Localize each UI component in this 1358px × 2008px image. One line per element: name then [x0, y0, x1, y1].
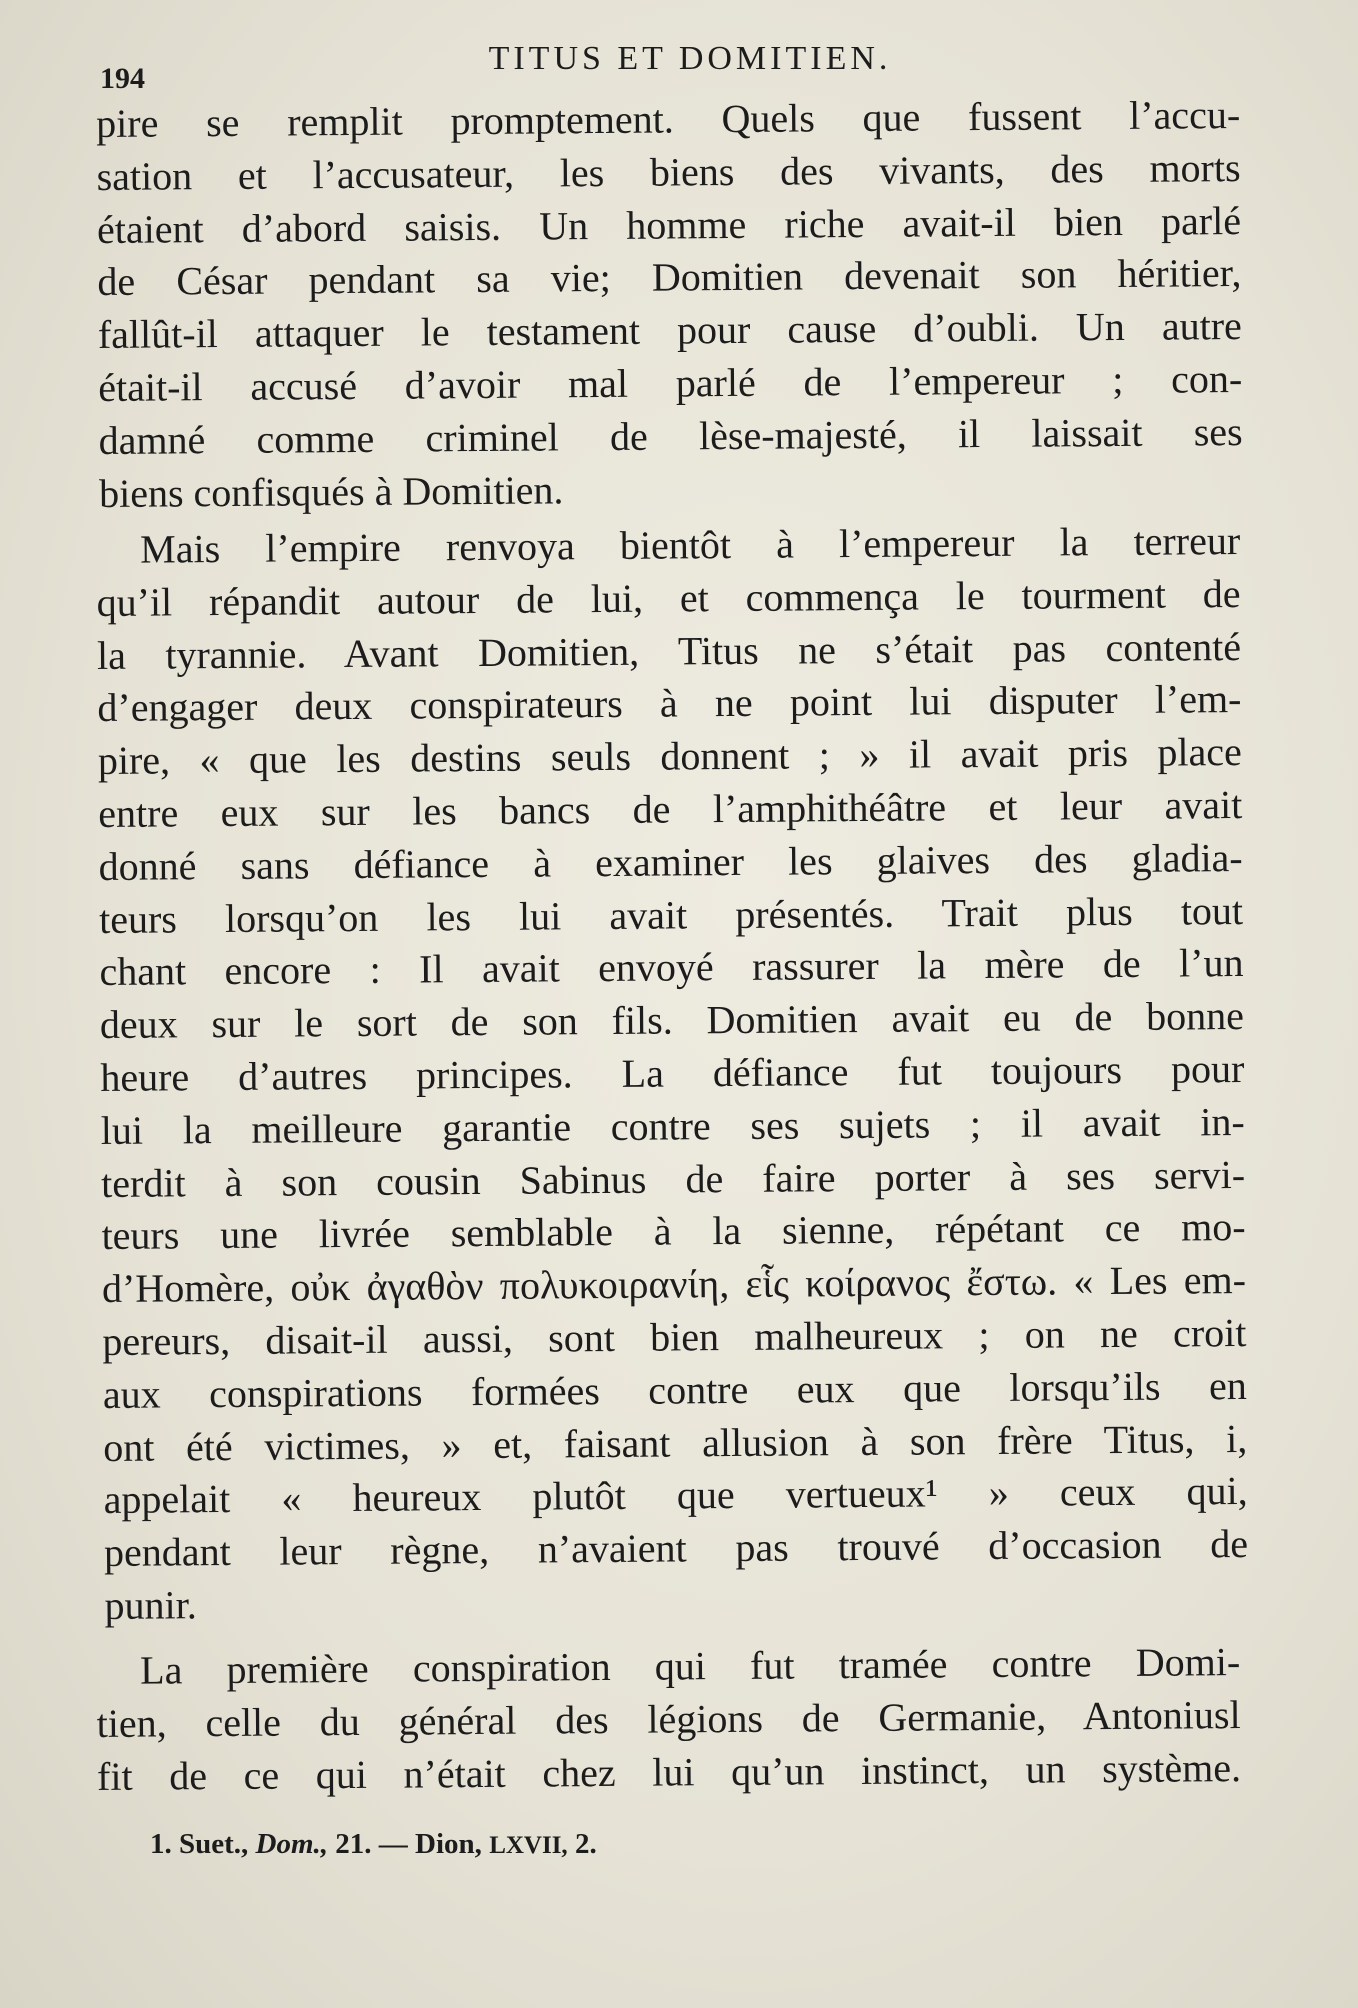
text-line: pire, « que les destins seuls donnent ; » il avait pris place	[97, 729, 1243, 784]
text-line: chant encore : Il avait envoyé rassurer la mère de l’un	[99, 940, 1244, 995]
text-line: aux conspirations formées contre eux que lorsqu’ils en	[102, 1363, 1247, 1418]
footnote-work: Dom.,	[255, 1828, 329, 1860]
footnote-ref: 21. — Dion,	[335, 1828, 482, 1860]
text-line: La première conspiration qui fut tramée contre Domi-	[140, 1639, 1241, 1693]
text-line: étaient d’abord saisis. Un homme riche avait-il bien parlé	[96, 197, 1242, 252]
text-line: tien, celle du général des légions de Germanie, Antoniusl	[96, 1691, 1241, 1746]
body-text	[96, 92, 1249, 1804]
text-line: fallût-il attaquer le testament pour cause d’oubli. Un autre	[97, 303, 1243, 358]
text-line: terdit à son cousin Sabinus de faire porter à ses servi-	[100, 1151, 1246, 1206]
text-line: qu’il répandit autour de lui, et commença le tourment de	[96, 571, 1241, 626]
text-line: lui la meilleure garantie contre ses sujets ; il avait in-	[100, 1099, 1245, 1154]
text-line: appelait « heureux plutôt que vertueux¹ » ceux qui,	[103, 1468, 1248, 1523]
paragraph-2	[96, 515, 1249, 1633]
text-line: pendant leur règne, n’avaient pas trouvé d’occasion de	[103, 1521, 1249, 1576]
paragraph-1	[96, 89, 1243, 520]
text-line: la tyrannie. Avant Domitien, Titus ne s’était pas contenté	[96, 623, 1242, 678]
footnote-number: 1. Suet.,	[150, 1828, 249, 1860]
text-line: pire se remplit promptement. Quels que fussent l’accu-	[96, 92, 1241, 146]
text-line: était-il accusé d’avoir mal parlé de l’empereur ; con-	[98, 355, 1243, 410]
text-line: biens confisqués à Domitien.	[98, 466, 564, 516]
text-line: entre eux sur les bancs de l’amphithéâtre et leur avait	[98, 782, 1243, 837]
text-line: punir.	[104, 1582, 197, 1629]
page-number: 194	[100, 62, 145, 95]
text-line: donné sans défiance à examiner les glaives des gladia-	[98, 835, 1243, 890]
text-line: damné comme criminel de lèse-majesté, il laissait ses	[98, 408, 1243, 463]
text-line: fit de ce qui n’était chez lui qu’un instinct, un système.	[96, 1744, 1242, 1799]
text-line: de César pendant sa vie; Domitien devenait son héritier,	[97, 250, 1242, 305]
text-line: ont été victimes, » et, faisant allusion à son frère Titus, i,	[103, 1415, 1248, 1470]
text-line: deux sur le sort de son fils. Domitien avait eu de bonne	[99, 993, 1245, 1048]
text-line: Mais l’empire renvoya bientôt à l’empereur la terreur	[140, 518, 1241, 573]
footnote	[150, 1828, 597, 1861]
text-line: d’Homère, οὐκ ἀγαθὸν πολυκοιρανίη, εἷς κοίρανος ἔστω. « Les em-	[101, 1257, 1247, 1312]
text-line: teurs une livrée semblable à la sienne, répétant ce mo-	[101, 1204, 1246, 1259]
text-line: d’engager deux conspirateurs à ne point lui disputer l’em-	[97, 676, 1242, 731]
text-line: sation et l’accusateur, les biens des vivants, des morts	[96, 144, 1241, 199]
text-line: heure d’autres principes. La défiance fut toujours pour	[100, 1046, 1245, 1101]
text-line: pereurs, disait-il aussi, sont bien malheureux ; on ne croit	[102, 1310, 1247, 1365]
footnote-book: LXVII,	[489, 1832, 568, 1859]
text-line: teurs lorsqu’on les lui avait présentés. Trait plus tout	[98, 887, 1244, 942]
paragraph-3	[96, 1636, 1241, 1803]
running-title: TITUS ET DOMITIEN.	[488, 40, 892, 77]
footnote-chapter: 2.	[574, 1828, 597, 1860]
